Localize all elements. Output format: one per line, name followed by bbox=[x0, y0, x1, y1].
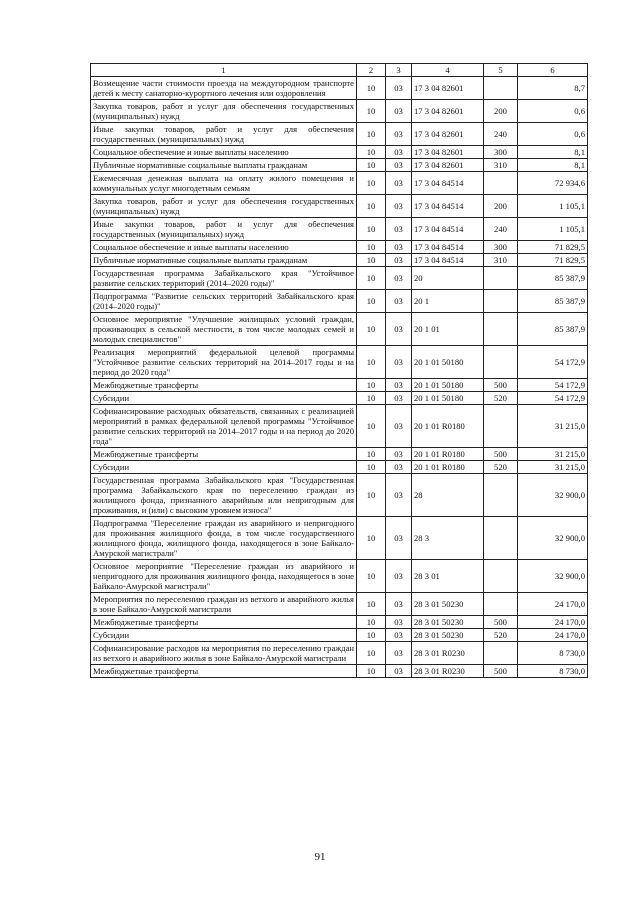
section-cell: 10 bbox=[357, 448, 386, 461]
description-cell: Софинансирование расходных обязательств, связанных с реализацией мероприятий в рамках федеральной целевой программы "Устойчивое развитие сельских территорий на 2014–2017 годы и на период до 2020 года" bbox=[91, 405, 357, 448]
table-row bbox=[91, 379, 588, 392]
expense-type-cell bbox=[484, 474, 518, 517]
target-article-cell: 20 bbox=[412, 267, 484, 290]
description-cell: Межбюджетные трансферты bbox=[91, 665, 357, 678]
target-article-cell: 17 3 04 84514 bbox=[412, 195, 484, 218]
subsection-cell: 03 bbox=[386, 593, 412, 616]
target-article-cell: 28 3 01 50230 bbox=[412, 616, 484, 629]
target-article-cell: 20 1 bbox=[412, 290, 484, 313]
section-cell: 10 bbox=[357, 241, 386, 254]
amount-cell: 31 215,0 bbox=[518, 405, 588, 448]
table-row bbox=[91, 474, 588, 517]
table-row bbox=[91, 218, 588, 241]
section-cell: 10 bbox=[357, 616, 386, 629]
expense-type-cell bbox=[484, 290, 518, 313]
table-row bbox=[91, 346, 588, 379]
section-cell: 10 bbox=[357, 593, 386, 616]
expense-type-cell: 500 bbox=[484, 379, 518, 392]
subsection-cell: 03 bbox=[386, 629, 412, 642]
section-cell: 10 bbox=[357, 267, 386, 290]
amount-cell: 54 172,9 bbox=[518, 346, 588, 379]
target-article-cell: 28 bbox=[412, 474, 484, 517]
description-cell: Государственная программа Забайкальского края "Устойчивое развитие сельских территорий (2014–2020 годы)" bbox=[91, 267, 357, 290]
expense-type-cell bbox=[484, 77, 518, 100]
column-header: 1 bbox=[91, 64, 357, 77]
description-cell: Иные закупки товаров, работ и услуг для обеспечения государственных (муниципальных) нужд bbox=[91, 123, 357, 146]
target-article-cell: 28 3 01 bbox=[412, 560, 484, 593]
column-header: 6 bbox=[518, 64, 588, 77]
subsection-cell: 03 bbox=[386, 159, 412, 172]
subsection-cell: 03 bbox=[386, 461, 412, 474]
target-article-cell: 20 1 01 R0180 bbox=[412, 461, 484, 474]
expense-type-cell bbox=[484, 405, 518, 448]
amount-cell: 8,7 bbox=[518, 77, 588, 100]
description-cell: Иные закупки товаров, работ и услуг для обеспечения государственных (муниципальных) нужд bbox=[91, 218, 357, 241]
section-cell: 10 bbox=[357, 146, 386, 159]
expense-type-cell: 500 bbox=[484, 448, 518, 461]
description-cell: Публичные нормативные социальные выплаты гражданам bbox=[91, 254, 357, 267]
description-cell: Подпрограмма "Переселение граждан из аварийного и непригодного для проживания жилищного фонда, в том числе государственного жилищного фонда, жилищного фонда, находящегося в зоне Байкало-Амурской магистрали" bbox=[91, 517, 357, 560]
amount-cell: 8 730,0 bbox=[518, 665, 588, 678]
amount-cell: 85 387,9 bbox=[518, 267, 588, 290]
subsection-cell: 03 bbox=[386, 665, 412, 678]
table-row bbox=[91, 448, 588, 461]
description-cell: Закупка товаров, работ и услуг для обеспечения государственных (муниципальных) нужд bbox=[91, 195, 357, 218]
subsection-cell: 03 bbox=[386, 172, 412, 195]
subsection-cell: 03 bbox=[386, 642, 412, 665]
expense-type-cell: 240 bbox=[484, 123, 518, 146]
subsection-cell: 03 bbox=[386, 379, 412, 392]
target-article-cell: 28 3 bbox=[412, 517, 484, 560]
expense-type-cell bbox=[484, 642, 518, 665]
subsection-cell: 03 bbox=[386, 517, 412, 560]
section-cell: 10 bbox=[357, 254, 386, 267]
expense-type-cell bbox=[484, 560, 518, 593]
column-header: 5 bbox=[484, 64, 518, 77]
amount-cell: 85 387,9 bbox=[518, 313, 588, 346]
page-number: 91 bbox=[314, 851, 326, 863]
table-row bbox=[91, 616, 588, 629]
expense-type-cell: 300 bbox=[484, 241, 518, 254]
target-article-cell: 17 3 04 84514 bbox=[412, 254, 484, 267]
amount-cell: 0,6 bbox=[518, 123, 588, 146]
subsection-cell: 03 bbox=[386, 267, 412, 290]
section-cell: 10 bbox=[357, 461, 386, 474]
section-cell: 10 bbox=[357, 474, 386, 517]
section-cell: 10 bbox=[357, 77, 386, 100]
section-cell: 10 bbox=[357, 405, 386, 448]
amount-cell: 8,1 bbox=[518, 159, 588, 172]
table-header-row bbox=[91, 64, 588, 77]
description-cell: Социальное обеспечение и иные выплаты населению bbox=[91, 241, 357, 254]
description-cell: Субсидии bbox=[91, 461, 357, 474]
table-row bbox=[91, 392, 588, 405]
amount-cell: 32 900,0 bbox=[518, 560, 588, 593]
description-cell: Мероприятия по переселению граждан из ветхого и аварийного жилья в зоне Байкало-Амурской магистрали bbox=[91, 593, 357, 616]
target-article-cell: 17 3 04 82601 bbox=[412, 159, 484, 172]
subsection-cell: 03 bbox=[386, 392, 412, 405]
target-article-cell: 20 1 01 50180 bbox=[412, 379, 484, 392]
table-row bbox=[91, 172, 588, 195]
section-cell: 10 bbox=[357, 346, 386, 379]
amount-cell: 54 172,9 bbox=[518, 392, 588, 405]
section-cell: 10 bbox=[357, 629, 386, 642]
target-article-cell: 17 3 04 84514 bbox=[412, 218, 484, 241]
description-cell: Публичные нормативные социальные выплаты гражданам bbox=[91, 159, 357, 172]
subsection-cell: 03 bbox=[386, 616, 412, 629]
table-row bbox=[91, 241, 588, 254]
table-row bbox=[91, 313, 588, 346]
section-cell: 10 bbox=[357, 379, 386, 392]
column-header: 3 bbox=[386, 64, 412, 77]
target-article-cell: 17 3 04 84514 bbox=[412, 241, 484, 254]
expense-type-cell bbox=[484, 267, 518, 290]
table-row bbox=[91, 267, 588, 290]
section-cell: 10 bbox=[357, 159, 386, 172]
amount-cell: 72 934,6 bbox=[518, 172, 588, 195]
table-row bbox=[91, 593, 588, 616]
section-cell: 10 bbox=[357, 195, 386, 218]
amount-cell: 71 829,5 bbox=[518, 241, 588, 254]
description-cell: Основное мероприятие "Улучшение жилищных условий граждан, проживающих в сельской местности, в том числе молодых семей и молодых специалистов" bbox=[91, 313, 357, 346]
table-row bbox=[91, 405, 588, 448]
amount-cell: 1 105,1 bbox=[518, 195, 588, 218]
target-article-cell: 28 3 01 R0230 bbox=[412, 665, 484, 678]
table-row bbox=[91, 642, 588, 665]
target-article-cell: 17 3 04 82601 bbox=[412, 146, 484, 159]
target-article-cell: 17 3 04 84514 bbox=[412, 172, 484, 195]
subsection-cell: 03 bbox=[386, 560, 412, 593]
subsection-cell: 03 bbox=[386, 448, 412, 461]
expense-type-cell: 520 bbox=[484, 461, 518, 474]
description-cell: Межбюджетные трансферты bbox=[91, 616, 357, 629]
expense-type-cell: 240 bbox=[484, 218, 518, 241]
section-cell: 10 bbox=[357, 290, 386, 313]
subsection-cell: 03 bbox=[386, 313, 412, 346]
expense-type-cell: 500 bbox=[484, 665, 518, 678]
expense-type-cell bbox=[484, 172, 518, 195]
amount-cell: 0,6 bbox=[518, 100, 588, 123]
table-row bbox=[91, 461, 588, 474]
amount-cell: 24 170,0 bbox=[518, 593, 588, 616]
target-article-cell: 17 3 04 82601 bbox=[412, 77, 484, 100]
description-cell: Межбюджетные трансферты bbox=[91, 448, 357, 461]
table-body bbox=[91, 64, 588, 678]
target-article-cell: 17 3 04 82601 bbox=[412, 100, 484, 123]
table-row bbox=[91, 123, 588, 146]
target-article-cell: 28 3 01 50230 bbox=[412, 629, 484, 642]
amount-cell: 31 215,0 bbox=[518, 448, 588, 461]
expense-type-cell bbox=[484, 346, 518, 379]
table-row bbox=[91, 254, 588, 267]
amount-cell: 71 829,5 bbox=[518, 254, 588, 267]
amount-cell: 24 170,0 bbox=[518, 616, 588, 629]
target-article-cell: 20 1 01 bbox=[412, 313, 484, 346]
target-article-cell: 20 1 01 R0180 bbox=[412, 405, 484, 448]
expense-type-cell bbox=[484, 593, 518, 616]
section-cell: 10 bbox=[357, 392, 386, 405]
expense-type-cell: 310 bbox=[484, 159, 518, 172]
amount-cell: 31 215,0 bbox=[518, 461, 588, 474]
target-article-cell: 20 1 01 50180 bbox=[412, 346, 484, 379]
target-article-cell: 28 3 01 50230 bbox=[412, 593, 484, 616]
amount-cell: 24 170,0 bbox=[518, 629, 588, 642]
subsection-cell: 03 bbox=[386, 474, 412, 517]
description-cell: Субсидии bbox=[91, 629, 357, 642]
expense-type-cell: 300 bbox=[484, 146, 518, 159]
subsection-cell: 03 bbox=[386, 405, 412, 448]
description-cell: Субсидии bbox=[91, 392, 357, 405]
amount-cell: 8,1 bbox=[518, 146, 588, 159]
subsection-cell: 03 bbox=[386, 290, 412, 313]
subsection-cell: 03 bbox=[386, 100, 412, 123]
description-cell: Закупка товаров, работ и услуг для обеспечения государственных (муниципальных) нужд bbox=[91, 100, 357, 123]
expense-type-cell: 200 bbox=[484, 195, 518, 218]
section-cell: 10 bbox=[357, 517, 386, 560]
table-row bbox=[91, 665, 588, 678]
section-cell: 10 bbox=[357, 123, 386, 146]
table-row bbox=[91, 517, 588, 560]
section-cell: 10 bbox=[357, 642, 386, 665]
description-cell: Государственная программа Забайкальского края "Государственная программа Забайкальского края по переселению граждан из жилищного фонда, признанного аварийным или непригодным для проживания, и (или) с высоким уровнем износа" bbox=[91, 474, 357, 517]
amount-cell: 1 105,1 bbox=[518, 218, 588, 241]
section-cell: 10 bbox=[357, 100, 386, 123]
description-cell: Возмещение части стоимости проезда на междугородном транспорте детей к месту санаторно-курортного лечения или оздоровления bbox=[91, 77, 357, 100]
section-cell: 10 bbox=[357, 560, 386, 593]
description-cell: Реализация мероприятий федеральной целевой программы "Устойчивое развитие сельских территорий на 2014–2017 годы и на период до 2020 года" bbox=[91, 346, 357, 379]
target-article-cell: 28 3 01 R0230 bbox=[412, 642, 484, 665]
section-cell: 10 bbox=[357, 172, 386, 195]
description-cell: Ежемесячная денежная выплата на оплату жилого помещения и коммунальных услуг многодетным семьям bbox=[91, 172, 357, 195]
subsection-cell: 03 bbox=[386, 218, 412, 241]
table-row bbox=[91, 290, 588, 313]
target-article-cell: 20 1 01 R0180 bbox=[412, 448, 484, 461]
description-cell: Межбюджетные трансферты bbox=[91, 379, 357, 392]
description-cell: Основное мероприятие "Переселение граждан из аварийного и непригодного для проживания жилищного фонда, находящегося в зоне Байкало-Амурской магистрали" bbox=[91, 560, 357, 593]
amount-cell: 32 900,0 bbox=[518, 517, 588, 560]
section-cell: 10 bbox=[357, 218, 386, 241]
expense-type-cell bbox=[484, 517, 518, 560]
expense-type-cell bbox=[484, 313, 518, 346]
expense-type-cell: 310 bbox=[484, 254, 518, 267]
table-row bbox=[91, 195, 588, 218]
expense-type-cell: 520 bbox=[484, 392, 518, 405]
subsection-cell: 03 bbox=[386, 123, 412, 146]
target-article-cell: 17 3 04 82601 bbox=[412, 123, 484, 146]
table-row bbox=[91, 100, 588, 123]
table-row bbox=[91, 560, 588, 593]
column-header: 4 bbox=[412, 64, 484, 77]
subsection-cell: 03 bbox=[386, 77, 412, 100]
description-cell: Софинансирование расходов на мероприятия по переселению граждан из ветхого и аварийного жилья в зоне Байкало-Амурской магистрали bbox=[91, 642, 357, 665]
table-row bbox=[91, 159, 588, 172]
column-header: 2 bbox=[357, 64, 386, 77]
section-cell: 10 bbox=[357, 313, 386, 346]
description-cell: Социальное обеспечение и иные выплаты населению bbox=[91, 146, 357, 159]
subsection-cell: 03 bbox=[386, 241, 412, 254]
subsection-cell: 03 bbox=[386, 254, 412, 267]
expense-type-cell: 520 bbox=[484, 629, 518, 642]
table-row bbox=[91, 146, 588, 159]
amount-cell: 32 900,0 bbox=[518, 474, 588, 517]
target-article-cell: 20 1 01 50180 bbox=[412, 392, 484, 405]
amount-cell: 8 730,0 bbox=[518, 642, 588, 665]
amount-cell: 54 172,9 bbox=[518, 379, 588, 392]
budget-table bbox=[90, 63, 588, 678]
table-row bbox=[91, 629, 588, 642]
section-cell: 10 bbox=[357, 665, 386, 678]
expense-type-cell: 500 bbox=[484, 616, 518, 629]
amount-cell: 85 387,9 bbox=[518, 290, 588, 313]
expense-type-cell: 200 bbox=[484, 100, 518, 123]
subsection-cell: 03 bbox=[386, 146, 412, 159]
table-row bbox=[91, 77, 588, 100]
description-cell: Подпрограмма "Развитие сельских территорий Забайкальского края (2014–2020 годы)" bbox=[91, 290, 357, 313]
subsection-cell: 03 bbox=[386, 346, 412, 379]
subsection-cell: 03 bbox=[386, 195, 412, 218]
